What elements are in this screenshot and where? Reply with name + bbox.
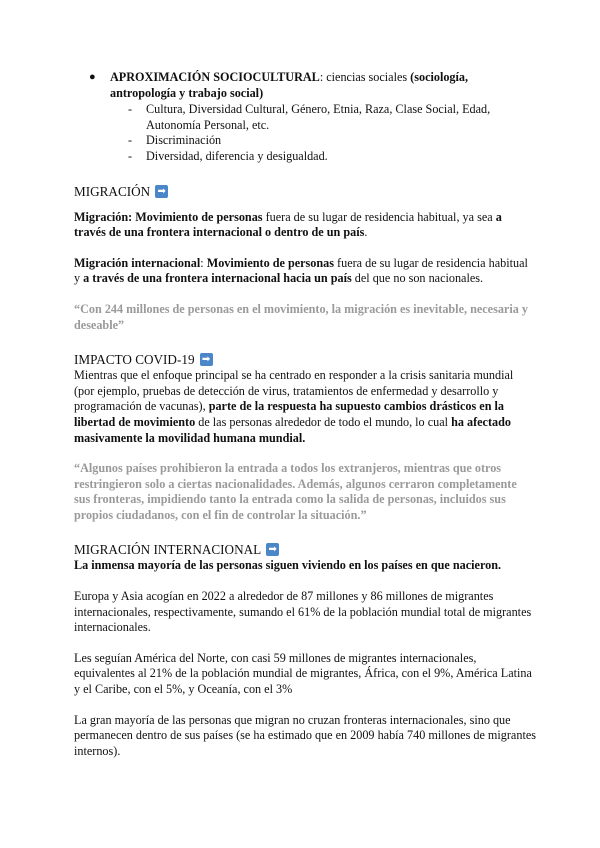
migracion-heading-text: MIGRACIÓN bbox=[74, 183, 151, 199]
right-arrow-icon: ➡ bbox=[266, 543, 279, 556]
covid-heading-text: IMPACTO COVID-19 bbox=[74, 352, 195, 368]
definition-term: Migración: Movimiento de personas bbox=[74, 209, 263, 224]
definition-text: fuera de su lugar de residencia habitual, ya sea bbox=[262, 209, 496, 224]
internacional-heading-text: MIGRACIÓN INTERNACIONAL bbox=[74, 542, 262, 558]
definition-emphasis: a través de una frontera internacional o dentro de un país bbox=[74, 209, 502, 240]
bullet-dot-icon: ● bbox=[89, 71, 96, 83]
sociocultural-title: APROXIMACIÓN SOCIOCULTURAL bbox=[110, 70, 320, 84]
right-arrow-icon: ➡ bbox=[155, 185, 168, 198]
paragraph-text: Mientras que el enfoque principal se ha centrado en responder a la crisis sanitaria mundial (por ejemplo, pruebas de detección de virus, tratamientos de enfermedad y desarrollo y programación de vacunas), bbox=[74, 368, 514, 414]
migracion-quote: “Con 244 millones de personas en el movimiento, la migración es inevitable, necesaria y deseable” bbox=[74, 301, 528, 332]
list-item-text: Discriminación bbox=[146, 133, 222, 148]
dash-marker: - bbox=[128, 133, 133, 148]
definition-text: fuera de su lugar de residencia habitual y bbox=[74, 255, 528, 286]
right-arrow-icon: ➡ bbox=[200, 353, 213, 366]
migracion-definition bbox=[74, 210, 536, 241]
definition-term: Migración internacional bbox=[74, 255, 201, 270]
dash-marker: - bbox=[128, 148, 133, 163]
dash-marker: - bbox=[128, 102, 133, 117]
sociocultural-subtitle: : ciencias sociales bbox=[319, 70, 411, 84]
sociocultural-sublist bbox=[74, 102, 536, 164]
sociocultural-disciplines: (sociología, antropología y trabajo social) bbox=[110, 70, 469, 100]
definition-end: . bbox=[364, 225, 368, 240]
paragraph-emphasis: ha afectado masivamente la movilidad humana mundial. bbox=[74, 414, 511, 445]
migracion-heading bbox=[74, 183, 536, 200]
covid-quote: “Algunos países prohibieron la entrada a todos los extranjeros, mientras que otros restringieron solo a ciertas nacionalidades. Además, algunos cerraron completamente sus fronteras, impidiendo tanto la entrada como la salida de personas, incluidos sus propios ciudadanos, con el fin de controlar la situación.” bbox=[74, 461, 517, 522]
migracion-internacional-definition bbox=[74, 256, 536, 287]
sociocultural-bullet bbox=[74, 70, 536, 101]
list-item bbox=[74, 149, 536, 165]
list-item-text: Cultura, Diversidad Cultural, Género, Etnia, Raza, Clase Social, Edad, Autonomía Personal, etc. bbox=[146, 102, 491, 132]
list-item-text: Diversidad, diferencia y desigualdad. bbox=[146, 148, 328, 163]
internacional-heading bbox=[74, 541, 536, 558]
covid-paragraph bbox=[74, 368, 536, 446]
definition-emphasis: Movimiento de personas bbox=[206, 255, 334, 270]
document-body bbox=[74, 70, 536, 759]
internacional-paragraph-internal: La gran mayoría de las personas que migran no cruzan fronteras internacionales, sino que permanecen dentro de sus países (se ha estimado que en 2009 había 740 millones de migrantes internos). bbox=[74, 712, 536, 758]
paragraph-text: de las personas alrededor de todo el mundo, lo cual bbox=[195, 414, 452, 429]
definition-emphasis: a través de una frontera internacional hacia un país bbox=[83, 271, 352, 286]
covid-heading bbox=[74, 351, 536, 368]
paragraph-emphasis: parte de la respuesta ha supuesto cambios drásticos en la libertad de movimiento bbox=[74, 399, 505, 429]
internacional-paragraph-regions: Les seguían América del Norte, con casi 59 millones de migrantes internacionales, equivalentes al 21% de la población mundial de migrantes, África, con el 9%, América Latina y el Caribe, con el 5%, y Oceanía, con el 3% bbox=[74, 650, 532, 697]
definition-colon: : bbox=[200, 255, 207, 270]
internacional-lead: La inmensa mayoría de las personas siguen viviendo en los países en que nacieron. bbox=[74, 558, 502, 573]
definition-end: del que no son nacionales. bbox=[351, 271, 484, 286]
list-item bbox=[74, 102, 536, 133]
internacional-paragraph-europe-asia: Europa y Asia acogían en 2022 a alrededor de 87 millones y 86 millones de migrantes internacionales, respectivamente, sumando el 61% de la población mundial total de migrantes internacionales. bbox=[74, 589, 532, 635]
list-item bbox=[74, 133, 536, 149]
